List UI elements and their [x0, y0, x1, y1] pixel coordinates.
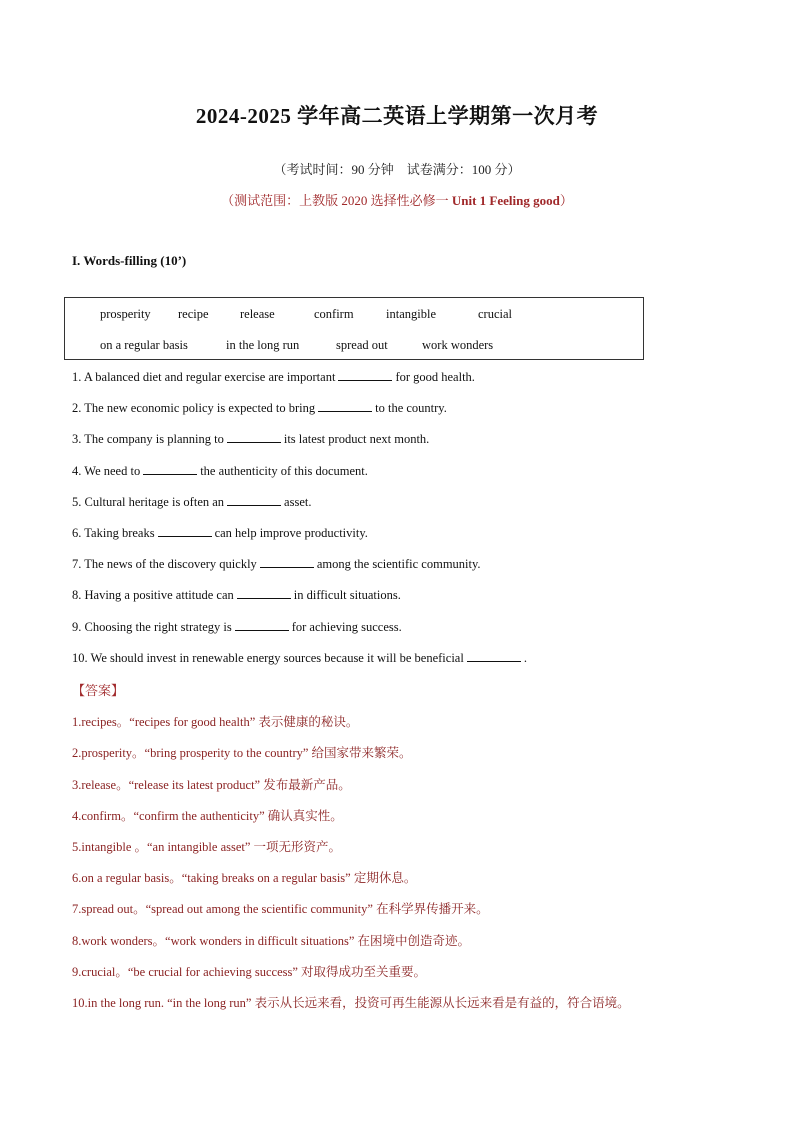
question-item [72, 557, 481, 572]
question-item [72, 620, 402, 635]
question-text: Cultural heritage is often an [84, 495, 225, 509]
question-text: The news of the discovery quickly [84, 557, 257, 571]
scope-suffix: ） [559, 193, 573, 208]
question-text: Taking breaks [84, 526, 155, 540]
question-number: 9. [72, 620, 82, 634]
question-item [72, 464, 368, 479]
section-heading: I. Words-filling (10’) [72, 253, 187, 268]
answer-item: 3.release。“release its latest product” 发布最新产品。 [72, 778, 351, 792]
question-number: 7. [72, 557, 82, 571]
answer-item: 2.prosperity。“bring prosperity to the country” 给国家带来繁荣。 [72, 746, 412, 760]
answer-blank[interactable] [227, 432, 281, 443]
answer-item: 9.crucial。“be crucial for achieving success” 对取得成功至关重要。 [72, 965, 427, 979]
question-number: 5. [72, 495, 82, 509]
word-bank-item: work wonders [422, 338, 494, 352]
question-text: to the country. [375, 401, 447, 415]
scope-prefix: （测试范围：上教版 2020 选择性必修一 [221, 193, 452, 208]
exam-time-info: （考试时间：90 分钟 试卷满分：100 分） [273, 162, 521, 177]
question-text: We should invest in renewable energy sources because it will be beneficial [90, 651, 464, 665]
word-bank [64, 297, 644, 360]
word-bank-item: recipe [178, 307, 209, 321]
answer-blank[interactable] [467, 651, 521, 662]
answer-item: 7.spread out。“spread out among the scientific community” 在科学界传播开来。 [72, 902, 489, 916]
answer-blank[interactable] [158, 526, 212, 537]
question-item [72, 401, 447, 416]
answer-blank[interactable] [143, 464, 197, 475]
question-number: 1. [72, 370, 82, 384]
question-text: . [523, 651, 527, 665]
question-text: Having a positive attitude can [84, 588, 234, 602]
word-bank-item: in the long run [226, 338, 300, 352]
question-number: 2. [72, 401, 82, 415]
answer-item: 4.confirm。“confirm the authenticity” 确认真实性。 [72, 809, 343, 823]
word-bank-item: prosperity [100, 307, 151, 321]
question-item [72, 588, 401, 603]
answer-item: 6.on a regular basis。“taking breaks on a regular basis” 定期休息。 [72, 871, 417, 885]
word-bank-item: intangible [386, 307, 436, 321]
question-text: the authenticity of this document. [200, 464, 368, 478]
answer-blank[interactable] [237, 588, 291, 599]
answer-item: 1.recipes。“recipes for good health” 表示健康的秘诀。 [72, 715, 359, 729]
scope-unit: Unit 1 Feeling good [451, 193, 560, 208]
answer-blank[interactable] [338, 370, 392, 381]
question-text: its latest product next month. [283, 432, 430, 446]
question-text: Choosing the right strategy is [84, 620, 232, 634]
answer-item: 8.work wonders。“work wonders in difficult situations” 在困境中创造奇迹。 [72, 934, 470, 948]
question-text: The new economic policy is expected to bring [84, 401, 316, 415]
question-number: 4. [72, 464, 82, 478]
question-number: 10. [72, 651, 88, 665]
exam-title: 2024-2025 学年高二英语上学期第一次月考 [195, 104, 599, 128]
word-bank-item: crucial [478, 307, 513, 321]
answer-blank[interactable] [235, 620, 289, 631]
question-text: A balanced diet and regular exercise are important [83, 370, 336, 384]
question-number: 3. [72, 432, 82, 446]
question-number: 8. [72, 588, 82, 602]
question-text: for achieving success. [291, 620, 402, 634]
question-text: We need to [84, 464, 141, 478]
answer-item: 10.in the long run. “in the long run” 表示从长远来看，投资可再生能源从长远来看是有益的，符合语境。 [72, 996, 630, 1010]
question-text: can help improve productivity. [214, 526, 368, 540]
question-item [72, 370, 475, 385]
word-bank-item: confirm [314, 307, 354, 321]
answer-item: 5.intangible 。“an intangible asset” 一项无形资产。 [72, 840, 342, 854]
exam-scope [0, 190, 794, 209]
question-text: asset. [284, 495, 312, 509]
word-bank-item: release [240, 307, 275, 321]
word-bank-item: on a regular basis [100, 338, 188, 352]
question-item [72, 432, 429, 447]
question-text: for good health. [395, 370, 475, 384]
question-text: The company is planning to [84, 432, 224, 446]
answer-section-title: 【答案】 [72, 683, 125, 698]
answer-blank[interactable] [260, 557, 314, 568]
question-item [72, 651, 527, 666]
answer-blank[interactable] [318, 401, 372, 412]
question-item [72, 495, 311, 510]
question-text: in difficult situations. [293, 588, 401, 602]
question-item [72, 526, 368, 541]
word-bank-item: spread out [336, 338, 388, 352]
question-number: 6. [72, 526, 82, 540]
answer-blank[interactable] [227, 495, 281, 506]
question-text: among the scientific community. [316, 557, 481, 571]
